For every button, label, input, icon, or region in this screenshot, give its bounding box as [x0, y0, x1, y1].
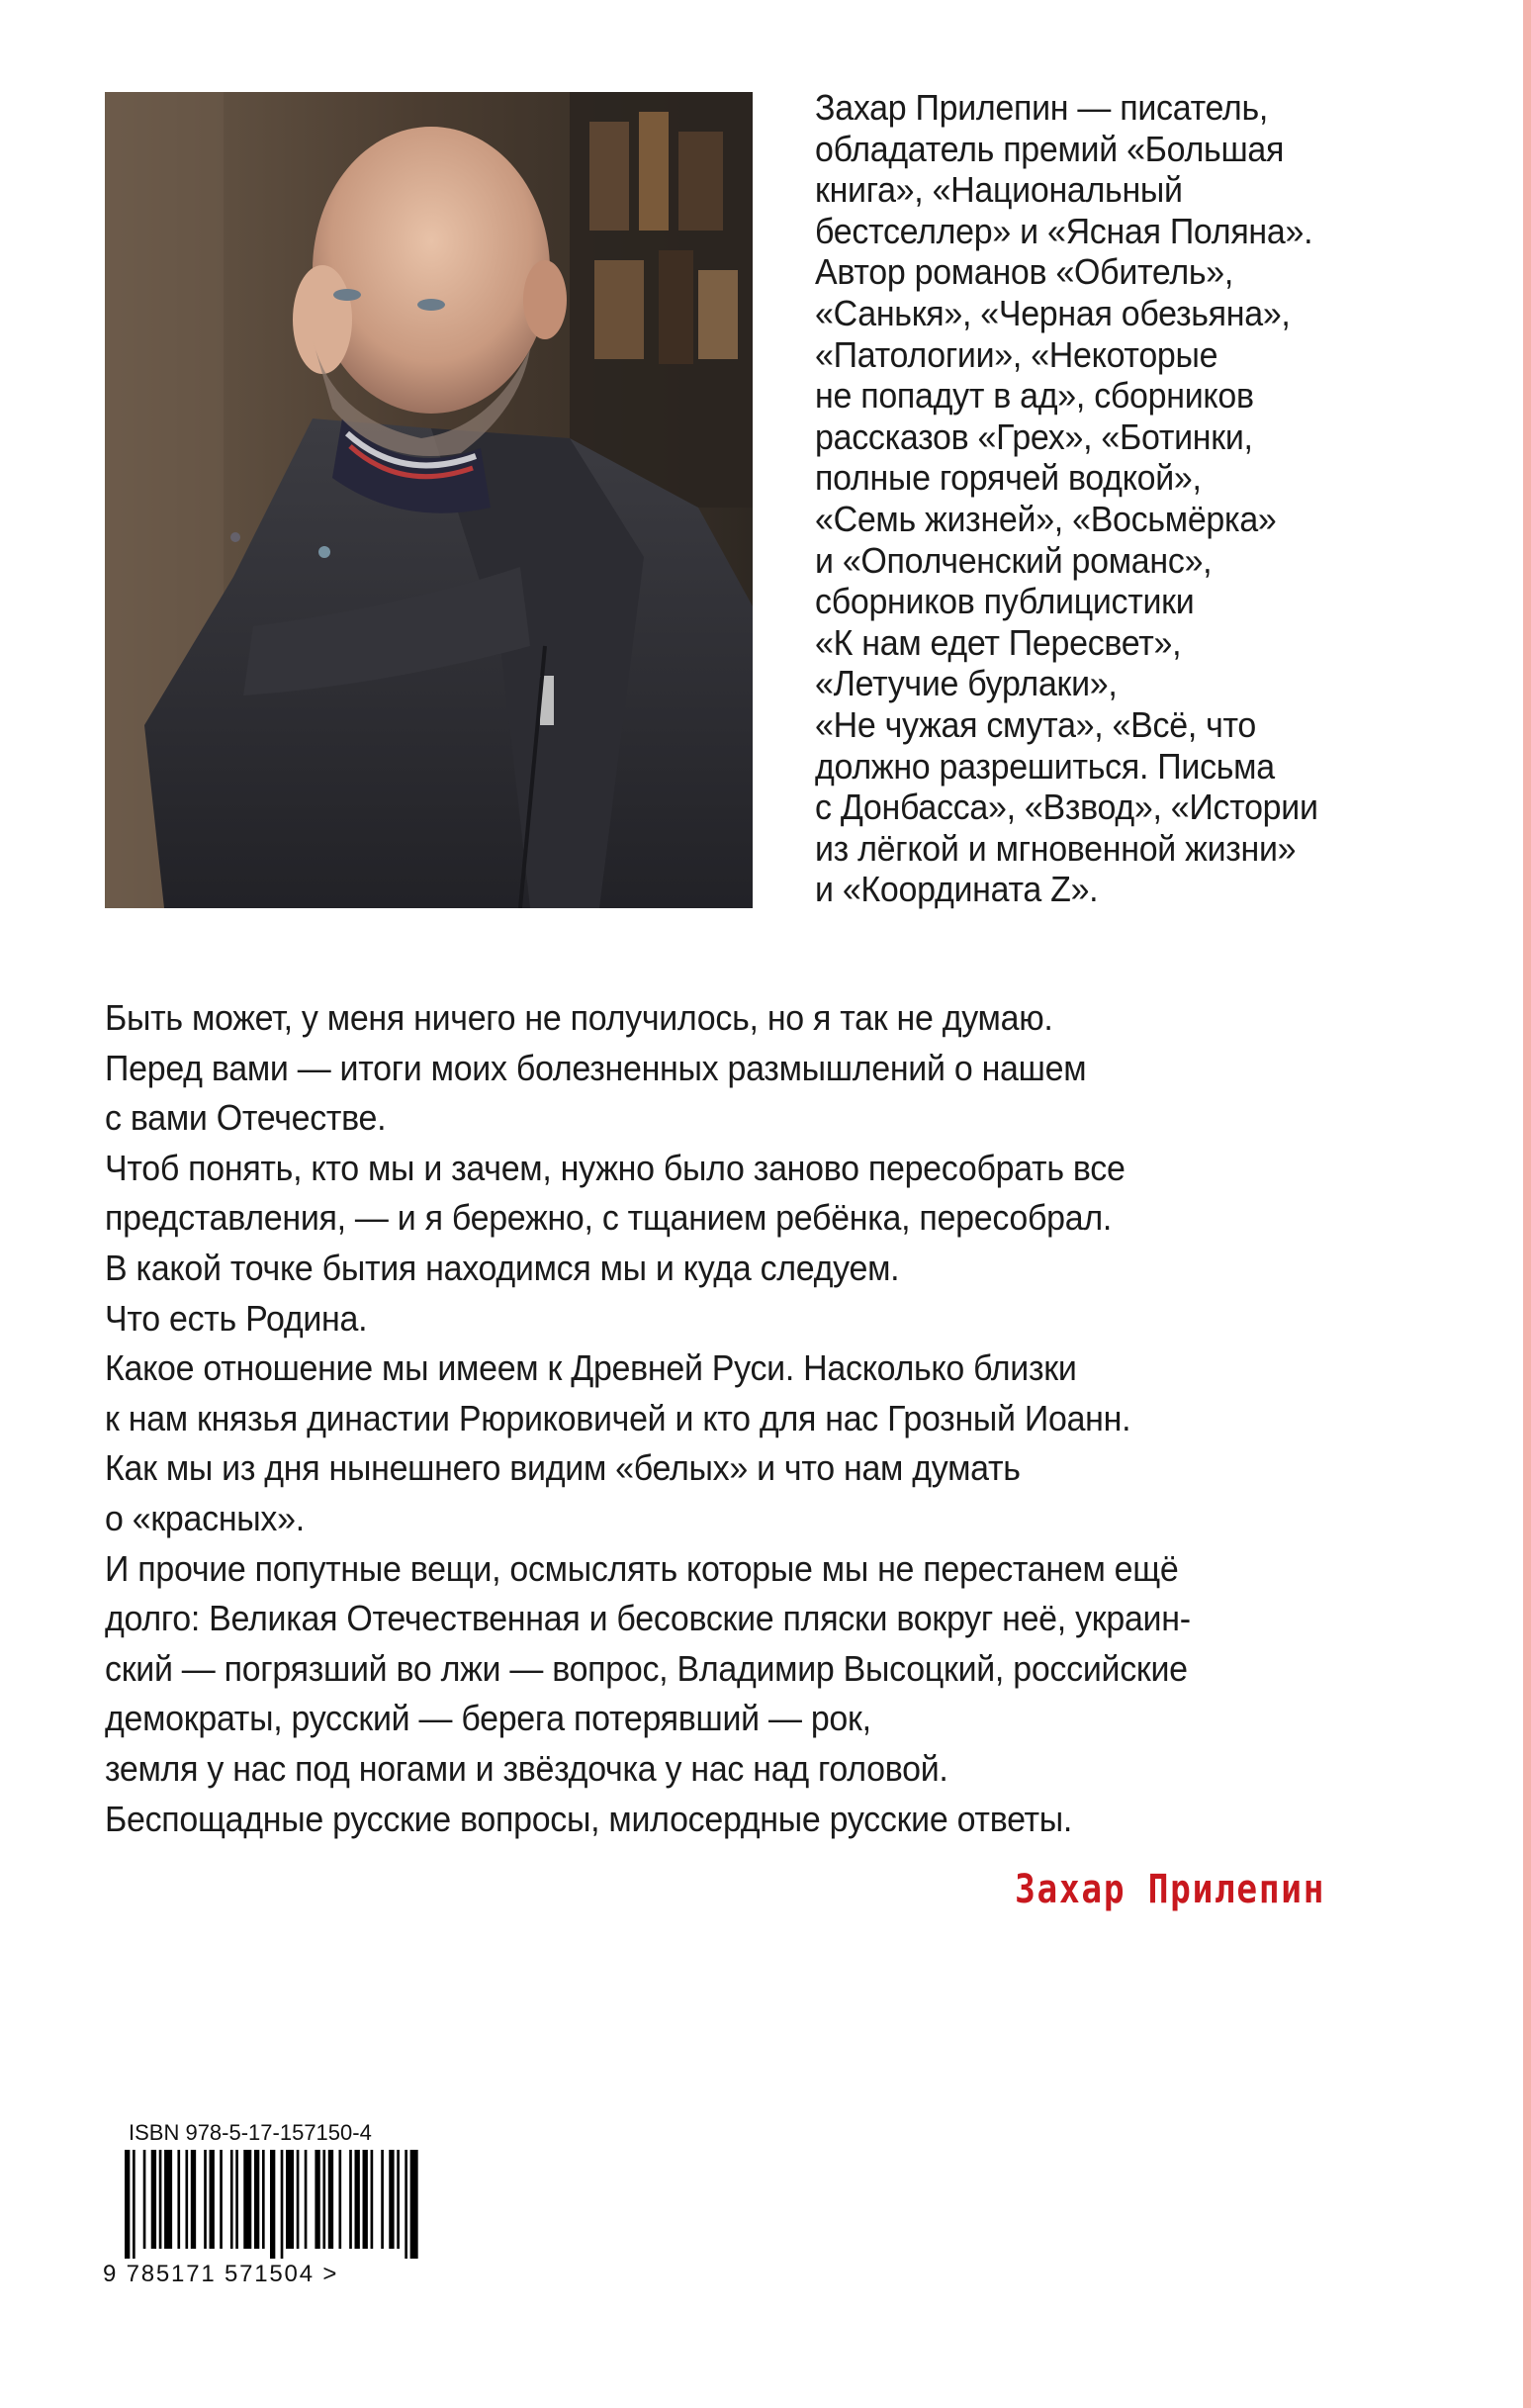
barcode-bar [151, 2150, 156, 2249]
barcode-bar [164, 2150, 172, 2249]
blurb-line: с вами Отечестве. [105, 1097, 387, 1139]
bio-line: «К нам едет Пересвет», [815, 621, 1182, 663]
blurb-line: о «красных». [105, 1497, 305, 1538]
bio-line: Автор романов «Обитель», [815, 251, 1234, 293]
bio-line: «Летучие бурлаки», [815, 663, 1118, 704]
blurb-line: Как мы из дня нынешнего видим «белых» и что нам думать [105, 1447, 1021, 1489]
bio-line: Захар Прилепин — писатель, [815, 87, 1269, 128]
isbn-label: ISBN 978-5-17-157150-4 [129, 2120, 372, 2145]
author-portrait-illustration [105, 92, 753, 908]
bio-line: «Санькя», «Черная обезьяна», [815, 292, 1291, 333]
blurb-line: к нам князья династии Рюриковичей и кто для нас Грозный Иоанн. [105, 1397, 1131, 1438]
blurb-line: Беспощадные русские вопросы, милосердные русские ответы. [105, 1798, 1073, 1839]
barcode-bar [243, 2150, 251, 2249]
barcode-bar [177, 2150, 180, 2249]
blurb-line: В какой точке бытия находимся мы и куда следуем. [105, 1247, 900, 1288]
bio-line: и «Ополченский романс», [815, 539, 1213, 581]
blurb-line: И прочие попутные вещи, осмыслять которые мы не перестанем ещё [105, 1547, 1179, 1589]
blurb-line: представления, — и я бережно, с тщанием ребёнка, пересобрал. [105, 1197, 1113, 1239]
barcode-bar [397, 2150, 400, 2249]
blurb-line: Какое отношение мы имеем к Древней Руси. Насколько близки [105, 1347, 1077, 1389]
author-photo [105, 92, 753, 908]
barcode-bar [286, 2150, 294, 2249]
barcode-bar [355, 2150, 360, 2249]
blurb-line: Чтоб понять, кто мы и зачем, нужно было заново пересобрать все [105, 1147, 1126, 1188]
barcode-bar [297, 2150, 300, 2249]
blurb-line: Быть может, у меня ничего не получилось, но я так не думаю. [105, 997, 1053, 1038]
barcode-digits: 9 785171 571504 > [103, 2261, 339, 2287]
barcode-bar [381, 2150, 384, 2249]
bio-line: рассказов «Грех», «Ботинки, [815, 416, 1253, 457]
barcode-bar [270, 2150, 275, 2259]
barcode-bar [281, 2150, 284, 2259]
bio-line: «Не чужая смута», «Всё, что [815, 703, 1257, 745]
bio-line: из лёгкой и мгновенной жизни» [815, 827, 1297, 869]
barcode-bars [125, 2150, 423, 2259]
barcode-bar [210, 2150, 215, 2249]
blurb-line: демократы, русский — берега потерявший — рок, [105, 1698, 871, 1739]
barcode-bar [185, 2150, 188, 2249]
blurb-line: Перед вами — итоги моих болезненных размышлений о нашем [105, 1047, 1087, 1088]
bio-line: должно разрешиться. Письма [815, 745, 1275, 787]
barcode-bar [405, 2150, 407, 2259]
barcode-bar [349, 2150, 352, 2249]
barcode-bar [410, 2150, 418, 2259]
barcode-bar [220, 2150, 223, 2249]
bio-line: с Донбасса», «Взвод», «Истории [815, 787, 1318, 828]
barcode-bar [133, 2150, 135, 2259]
barcode-bar [143, 2150, 146, 2249]
blurb-line: Что есть Родина. [105, 1297, 368, 1339]
barcode-bar [235, 2150, 238, 2249]
barcode-bar [322, 2150, 325, 2249]
barcode-bar [159, 2150, 162, 2249]
barcode-bar [338, 2150, 341, 2249]
barcode-bar [328, 2150, 333, 2249]
bio-line: бестселлер» и «Ясная Поляна». [815, 210, 1313, 251]
author-bio [815, 87, 1450, 910]
blurb-line: ский — погрязший во лжи — вопрос, Владимир Высоцкий, российские [105, 1647, 1188, 1689]
barcode-bar [230, 2150, 233, 2249]
bio-line: сборников публицистики [815, 581, 1195, 622]
bio-line: и «Координата Z». [815, 869, 1099, 910]
barcode-bar [371, 2150, 374, 2249]
bio-line: «Патологии», «Некоторые [815, 333, 1218, 375]
blurb-line: земля у нас под ногами и звёздочка у нас над головой. [105, 1747, 948, 1789]
author-signature: Захар Прилепин [1014, 1867, 1325, 1912]
bio-line: полные горячей водкой», [815, 457, 1202, 499]
barcode-bar [125, 2150, 130, 2259]
barcode-bar [363, 2150, 368, 2249]
barcode-bar [389, 2150, 394, 2249]
barcode [125, 2150, 423, 2259]
barcode-bar [262, 2150, 265, 2249]
barcode-bar [191, 2150, 196, 2249]
bio-line: книга», «Национальный [815, 169, 1183, 211]
barcode-bar [254, 2150, 259, 2249]
bio-line: «Семь жизней», «Восьмёрка» [815, 498, 1277, 539]
book-blurb [105, 993, 1393, 1844]
page-edge-strip [1523, 0, 1531, 2408]
bio-line: не попадут в ад», сборников [815, 375, 1254, 417]
barcode-bar [204, 2150, 207, 2249]
barcode-bar [305, 2150, 308, 2249]
blurb-line: долго: Великая Отечественная и бесовские пляски вокруг неё, украин- [105, 1598, 1191, 1639]
bio-line: обладатель премий «Большая [815, 128, 1285, 169]
barcode-bar [315, 2150, 319, 2249]
